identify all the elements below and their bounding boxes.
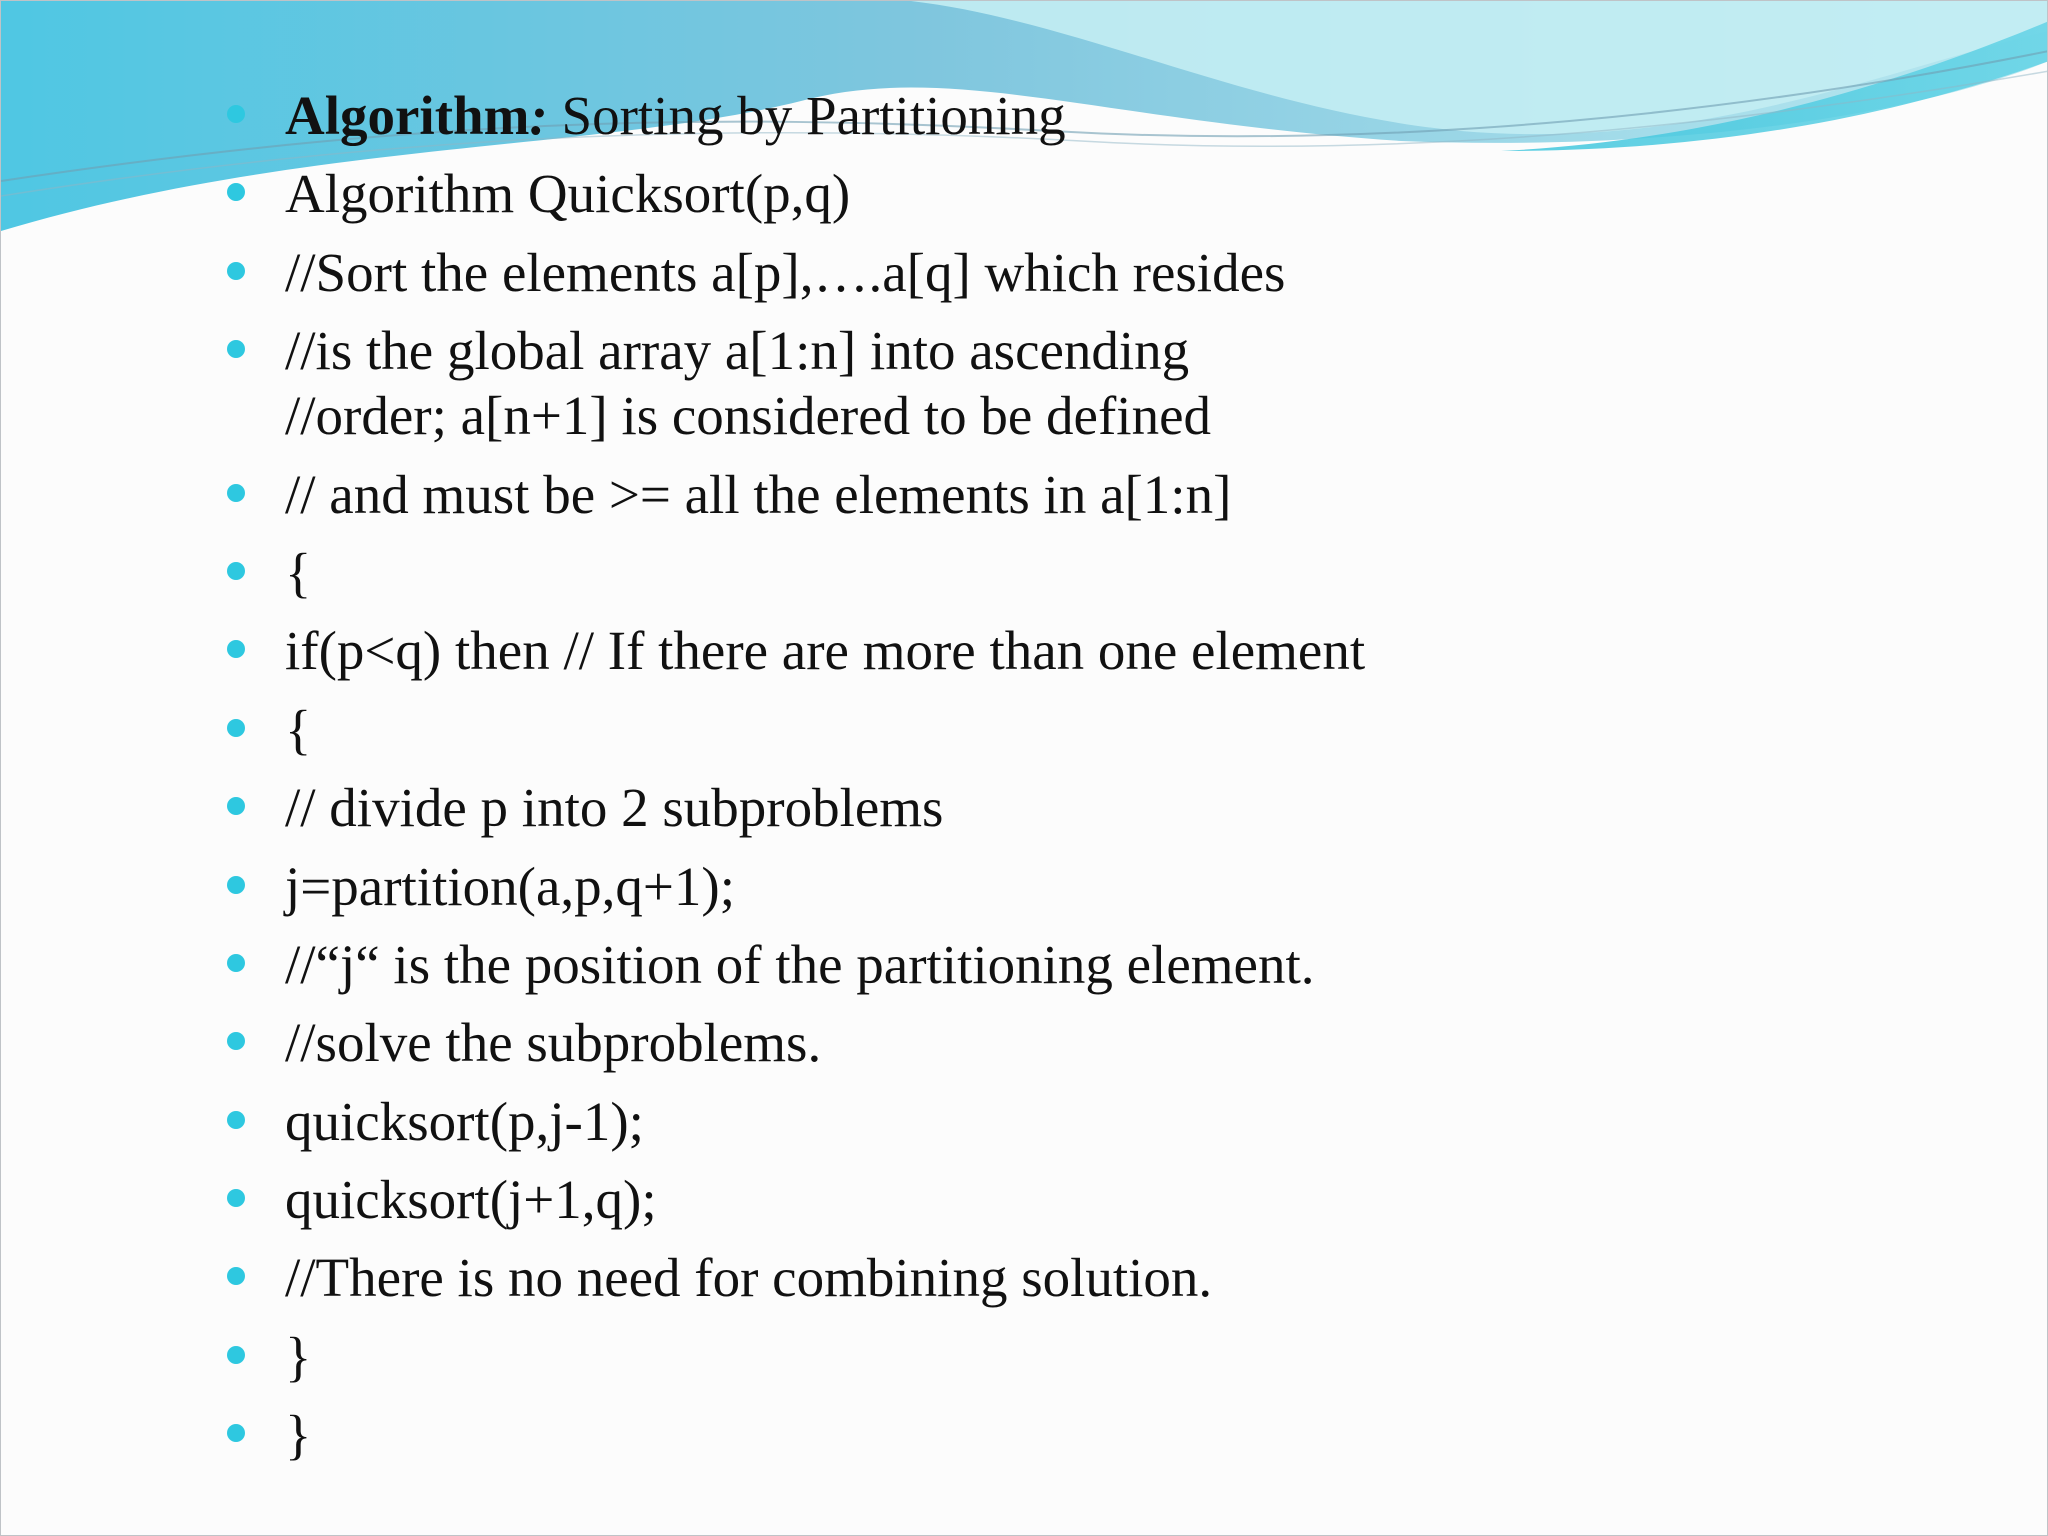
list-item-text: //There is no need for combining solution. (285, 1247, 1213, 1309)
list-item-text: j=partition(a,p,q+1); (285, 855, 735, 917)
title-bold: Algorithm (285, 85, 530, 146)
list-item-title (227, 83, 1987, 148)
list-item-text: Algorithm Quicksort(p,q) (285, 163, 851, 225)
list-item (227, 1167, 1987, 1232)
list-item (227, 1324, 1987, 1389)
title-colon: : (529, 85, 548, 146)
list-item-text: } (285, 1325, 312, 1387)
list-item (227, 618, 1987, 683)
list-item (227, 462, 1987, 527)
list-item-text: quicksort(j+1,q); (285, 1169, 657, 1231)
list-item-text-continued: //order; a[n+1] is considered to be defined (285, 385, 1211, 447)
list-item-text: { (285, 698, 312, 760)
list-item (227, 1245, 1987, 1310)
list-item (227, 775, 1987, 840)
list-item (227, 161, 1987, 226)
list-item-text: { (285, 541, 312, 603)
list-item (227, 854, 1987, 919)
list-item-text: //“j“ is the position of the partitioning element. (285, 933, 1315, 995)
list-item (227, 932, 1987, 997)
list-item (227, 1402, 1987, 1467)
list-item (227, 540, 1987, 605)
list-item (227, 1089, 1987, 1154)
title-rest: Sorting by Partitioning (547, 85, 1066, 146)
list-item (227, 240, 1987, 305)
list-item (227, 697, 1987, 762)
list-item (227, 318, 1987, 448)
list-item-text: //is the global array a[1:n] into ascending (285, 320, 1190, 382)
list-item-text: // and must be >= all the elements in a[1:n] (285, 463, 1232, 525)
list-item-text: } (285, 1404, 312, 1466)
list-item-text: //solve the subproblems. (285, 1012, 822, 1074)
list-item-text: // divide p into 2 subproblems (285, 777, 944, 839)
list-item-text: if(p<q) then // If there are more than one element (285, 620, 1366, 682)
list-item (227, 1010, 1987, 1075)
list-item-text: //Sort the elements a[p],….a[q] which resides (285, 241, 1286, 303)
list-item-text: quicksort(p,j-1); (285, 1090, 644, 1152)
bullet-list (227, 83, 1987, 1481)
